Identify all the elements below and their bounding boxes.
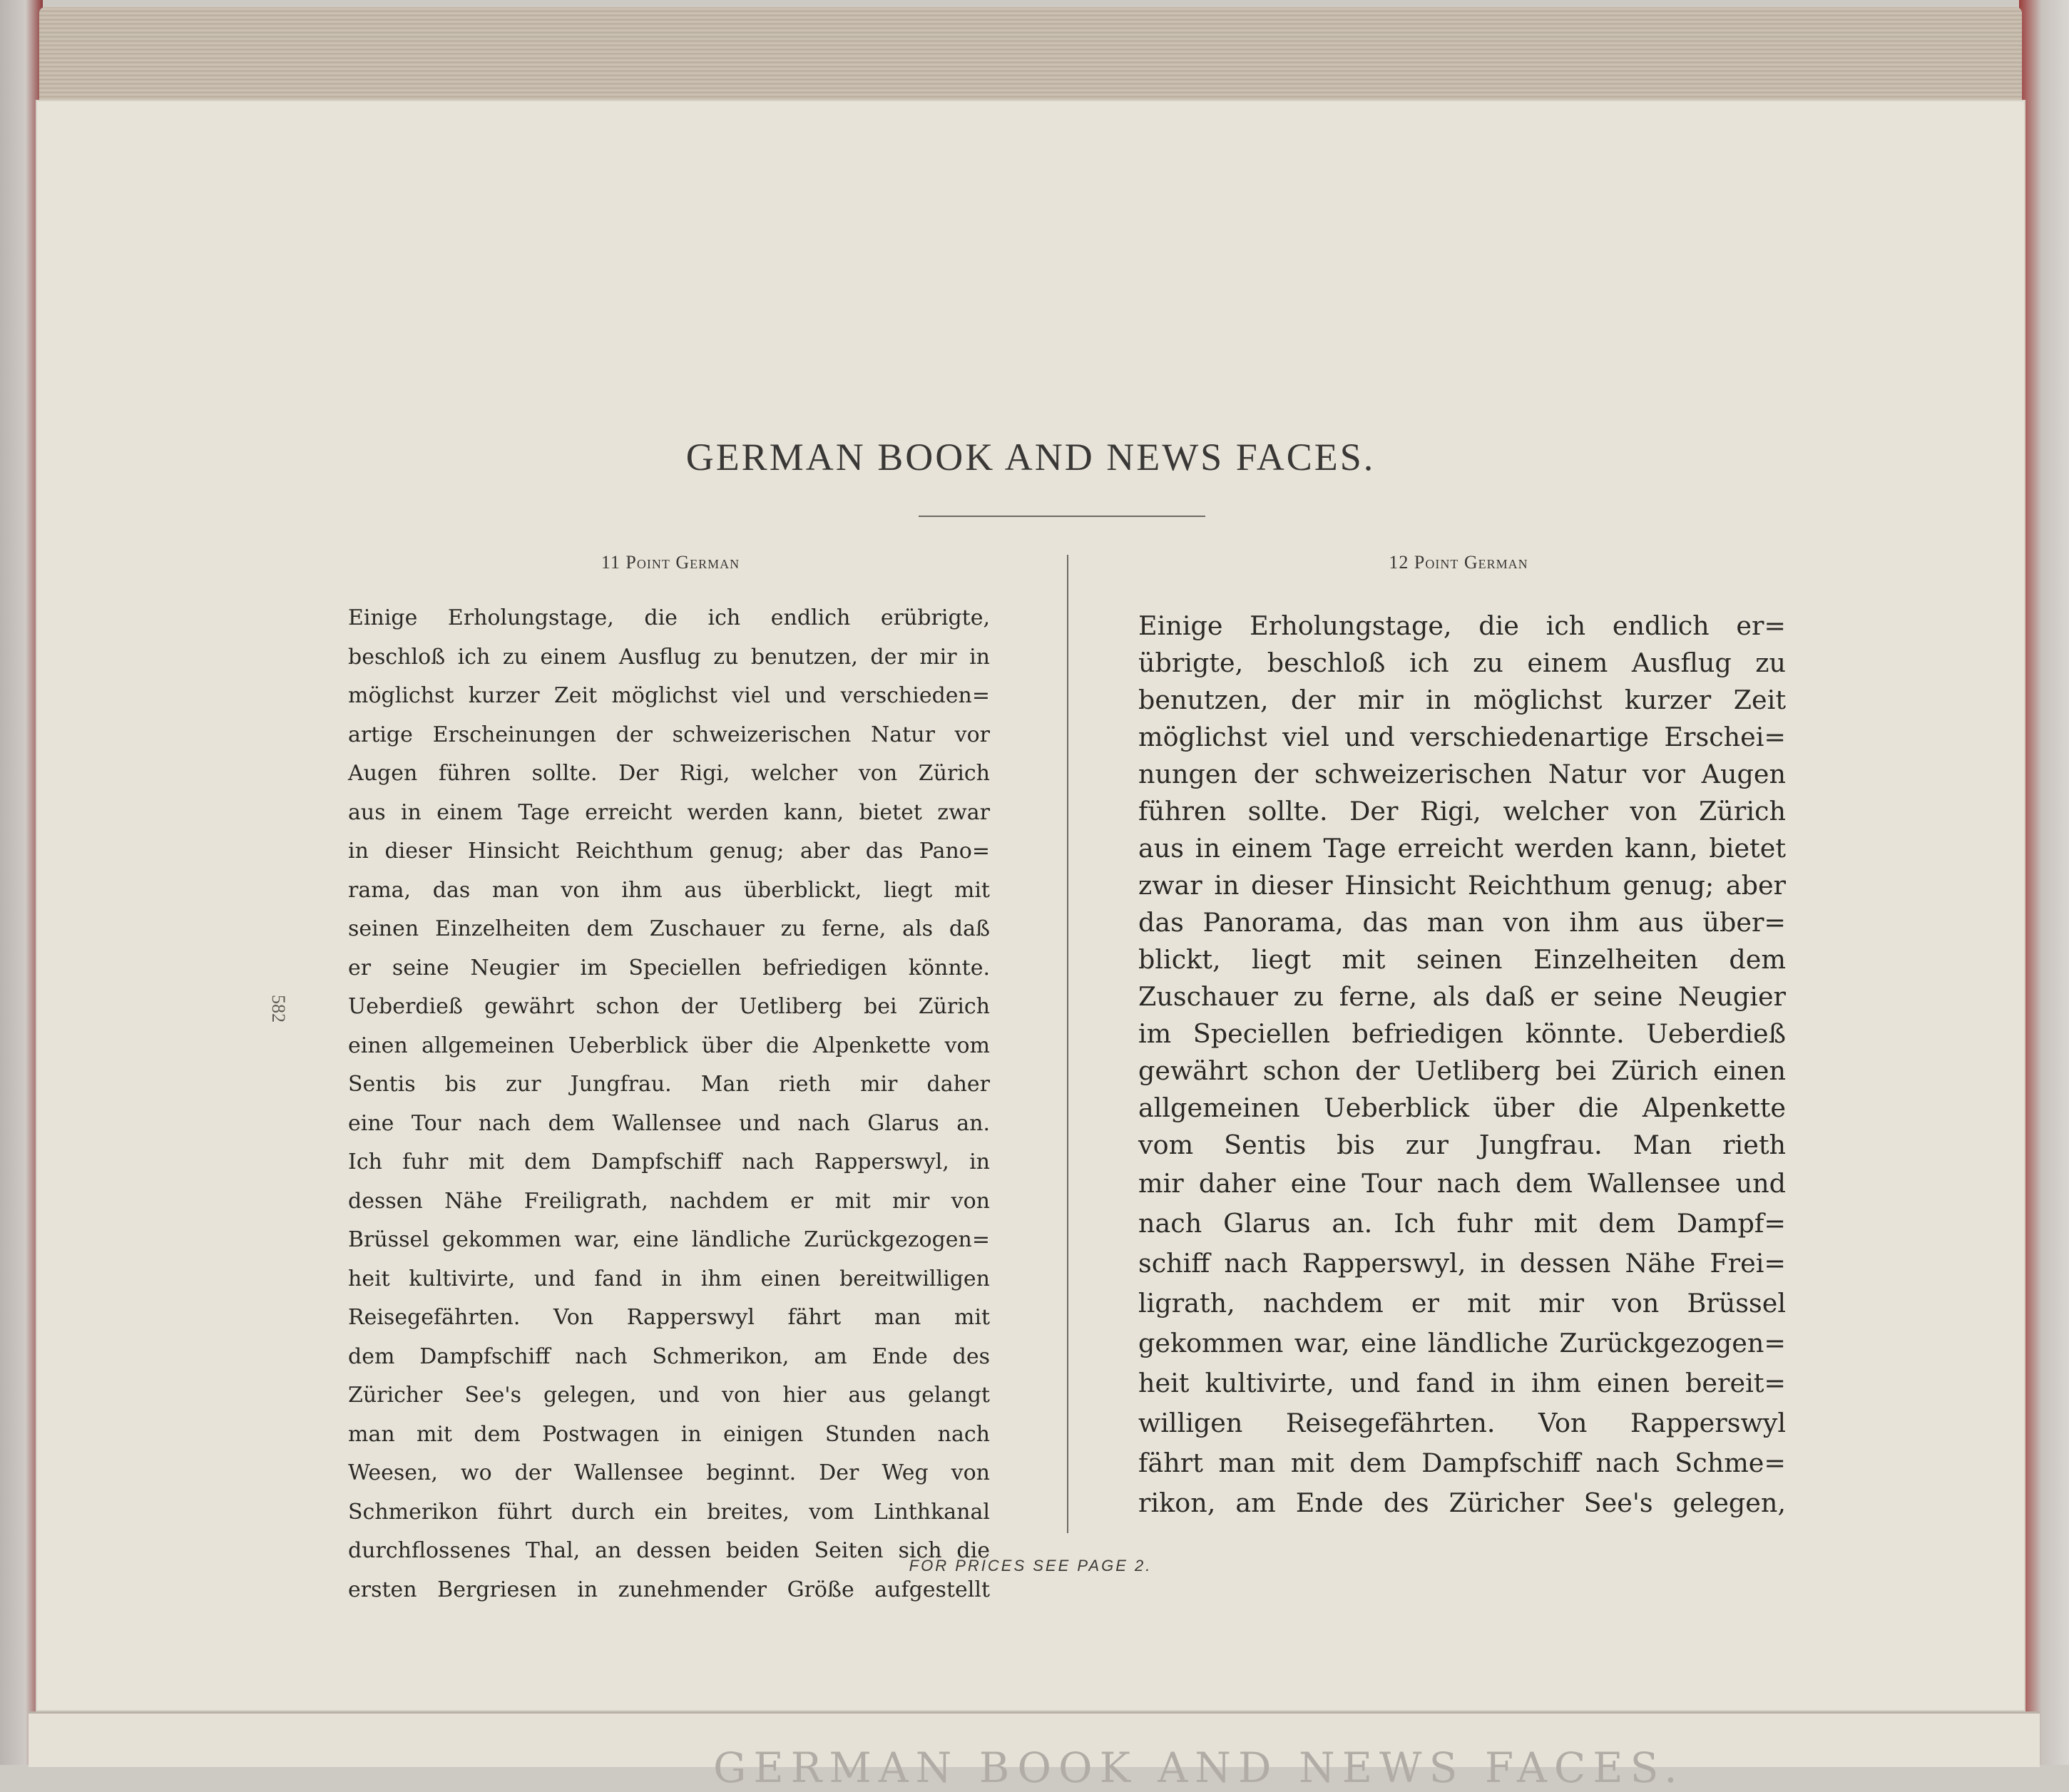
text-line: vom Sentis bis zur Jungfrau. Man rieth bbox=[1138, 1130, 1786, 1160]
text-line: benutzen, der mir in möglichst kurzer Zeit bbox=[1138, 685, 1786, 715]
text-line: durchflossenes Thal, an dessen beiden Seiten sich die bbox=[348, 1538, 990, 1563]
text-line: nach Glarus an. Ich fuhr mit dem Dampf= bbox=[1138, 1208, 1786, 1239]
text-line: rikon, am Ende des Züricher See's gelegen, bbox=[1138, 1488, 1786, 1518]
text-line: dessen Nähe Freiligrath, nachdem er mit mir von bbox=[348, 1188, 990, 1214]
next-page-heading-ghost: GERMAN BOOK AND NEWS FACES. bbox=[713, 1744, 1685, 1792]
text-line: Einige Erholungstage, die ich endlich er= bbox=[1138, 610, 1786, 641]
text-line: übrigte, beschloß ich zu einem Ausflug zu bbox=[1138, 647, 1786, 678]
text-line: ligrath, nachdem er mit mir von Brüssel bbox=[1138, 1288, 1786, 1319]
text-line: gewährt schon der Uetliberg bei Zürich einen bbox=[1138, 1055, 1786, 1086]
text-line: im Speciellen befriedigen könnte. Ueberdieß bbox=[1138, 1018, 1786, 1049]
heading-rule bbox=[919, 516, 1205, 517]
text-line: allgemeinen Ueberblick über die Alpenkette bbox=[1138, 1092, 1786, 1123]
text-line: Schmerikon führt durch ein breites, vom Linthkanal bbox=[348, 1499, 990, 1525]
text-line: rama, das man von ihm aus überblickt, liegt mit bbox=[348, 877, 990, 903]
right-column-label: 12 Point German bbox=[1389, 552, 1528, 573]
text-line: Augen führen sollte. Der Rigi, welcher von Zürich bbox=[348, 761, 990, 786]
text-line: er seine Neugier im Speciellen befriedigen könnte. bbox=[348, 955, 990, 981]
text-line: ersten Bergriesen in zunehmender Größe aufgestellt bbox=[348, 1577, 990, 1602]
text-line: willigen Reisegefährten. Von Rapperswyl bbox=[1138, 1408, 1786, 1438]
text-line: gekommen war, eine ländliche Zurückgezogen= bbox=[1138, 1328, 1786, 1358]
page-heading: GERMAN BOOK AND NEWS FACES. bbox=[685, 436, 1376, 478]
left-column-text bbox=[348, 599, 990, 1609]
text-line: Ich fuhr mit dem Dampfschiff nach Rapperswyl, in bbox=[348, 1150, 990, 1174]
book-page bbox=[36, 100, 2025, 1711]
text-line: seinen Einzelheiten dem Zuschauer zu ferne, als daß bbox=[348, 916, 990, 941]
text-line: blickt, liegt mit seinen Einzelheiten dem bbox=[1138, 944, 1786, 975]
text-line: mir daher eine Tour nach dem Wallensee und bbox=[1138, 1168, 1786, 1199]
text-line: einen allgemeinen Ueberblick über die Alpenkette vom bbox=[348, 1033, 990, 1058]
text-line: nungen der schweizerischen Natur vor Augen bbox=[1138, 759, 1786, 789]
text-line: Sentis bis zur Jungfrau. Man rieth mir daher bbox=[348, 1072, 990, 1097]
text-line: Weesen, wo der Wallensee beginnt. Der Weg von bbox=[348, 1460, 990, 1485]
text-line: beschloß ich zu einem Ausflug zu benutzen, der mir in bbox=[348, 644, 990, 670]
page-stack-edges bbox=[39, 7, 2022, 107]
text-line: das Panorama, das man von ihm aus über= bbox=[1138, 907, 1786, 938]
book-cover-right-edge bbox=[2019, 0, 2069, 1765]
text-line: eine Tour nach dem Wallensee und nach Glarus an. bbox=[348, 1110, 990, 1136]
left-column-label: 11 Point German bbox=[601, 552, 740, 573]
text-line: möglichst viel und verschiedenartige Erschei= bbox=[1138, 722, 1786, 752]
text-line: aus in einem Tage erreicht werden kann, bietet bbox=[1138, 833, 1786, 864]
text-line: heit kultivirte, und fand in ihm einen bereit= bbox=[1138, 1368, 1786, 1398]
right-column-text bbox=[1138, 608, 1786, 1523]
text-line: möglichst kurzer Zeit möglichst viel und verschieden= bbox=[348, 683, 990, 708]
text-line: Brüssel gekommen war, eine ländliche Zurückgezogen= bbox=[348, 1227, 990, 1252]
text-line: Reisegefährten. Von Rapperswyl fährt man mit bbox=[348, 1305, 990, 1330]
margin-page-number: 582 bbox=[268, 995, 289, 1023]
text-line: artige Erscheinungen der schweizerischen Natur vor bbox=[348, 722, 990, 747]
text-line: Züricher See's gelegen, und von hier aus gelangt bbox=[348, 1383, 990, 1408]
column-divider bbox=[1067, 555, 1068, 1533]
text-line: dem Dampfschiff nach Schmerikon, am Ende des bbox=[348, 1343, 990, 1369]
text-line: aus in einem Tage erreicht werden kann, bietet zwar bbox=[348, 799, 990, 825]
text-line: Zuschauer zu ferne, als daß er seine Neugier bbox=[1138, 981, 1786, 1012]
text-line: man mit dem Postwagen in einigen Stunden nach bbox=[348, 1421, 990, 1447]
text-line: Ueberdieß gewährt schon der Uetliberg bei Zürich bbox=[348, 994, 990, 1019]
text-line: heit kultivirte, und fand in ihm einen bereitwilligen bbox=[348, 1266, 990, 1291]
text-line: Einige Erholungstage, die ich endlich erübrigte, bbox=[348, 605, 990, 630]
text-line: führen sollte. Der Rigi, welcher von Zürich bbox=[1138, 796, 1786, 826]
text-line: schiff nach Rapperswyl, in dessen Nähe Frei= bbox=[1138, 1248, 1786, 1279]
footer-note: FOR PRICES SEE PAGE 2. bbox=[909, 1557, 1153, 1575]
text-line: zwar in dieser Hinsicht Reichthum genug; aber bbox=[1138, 870, 1786, 901]
text-line: in dieser Hinsicht Reichthum genug; aber das Pano= bbox=[348, 839, 990, 864]
text-line: fährt man mit dem Dampfschiff nach Schme= bbox=[1138, 1448, 1786, 1478]
